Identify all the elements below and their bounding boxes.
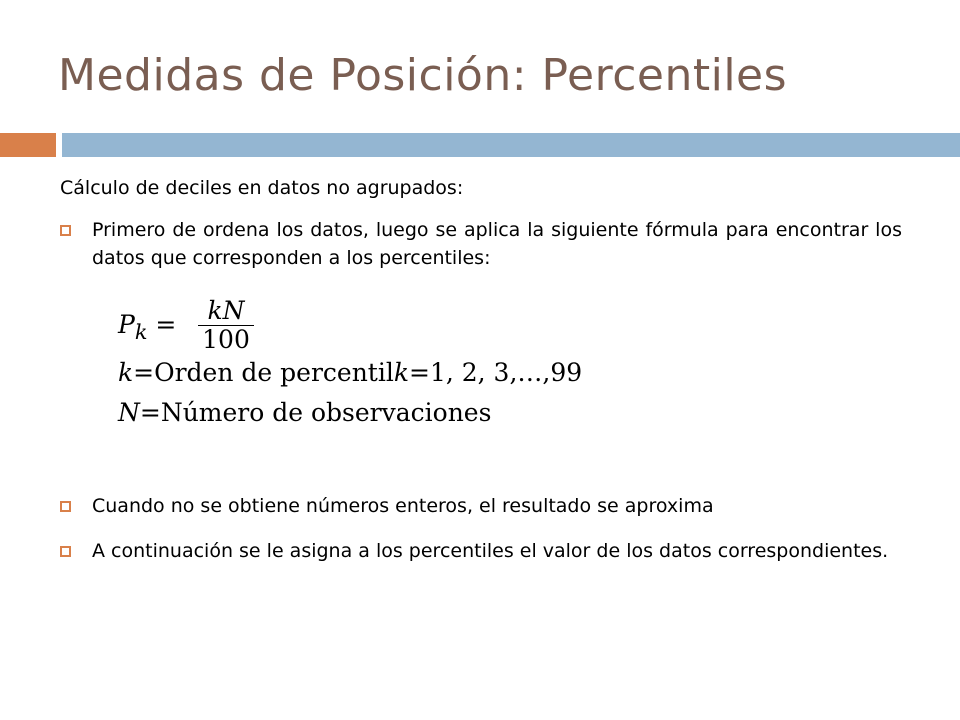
formula-n-definition: N=Número de observaciones	[118, 398, 492, 427]
square-bullet-icon	[60, 501, 71, 512]
bullet-item-sort-data	[60, 216, 902, 272]
bullet-item-assign-values	[60, 537, 902, 565]
title-rule-accent-orange	[0, 133, 56, 157]
formula-k-definition: k=Orden de percentilk=1, 2, 3,…,99	[118, 358, 583, 387]
formula-denominator: 100	[202, 325, 250, 354]
bullet-text: Primero de ordena los datos, luego se aplica la siguiente fórmula para encontrar los datos que corresponden a los percentiles:	[92, 219, 902, 269]
formula-lhs: $P_k$ =	[118, 310, 177, 344]
square-bullet-icon	[60, 225, 71, 236]
square-bullet-icon	[60, 546, 71, 557]
formula-numerator: kN	[207, 296, 245, 325]
title-rule-accent-blue	[62, 133, 960, 157]
bullet-text: A continuación se le asigna a los percentiles el valor de los datos correspondientes.	[92, 540, 889, 562]
slide-title: Medidas de Posición: Percentiles	[58, 50, 788, 101]
intro-text: Cálculo de deciles en datos no agrupados:	[60, 177, 464, 199]
bullet-text: Cuando no se obtiene números enteros, el resultado se aproxima	[92, 495, 714, 517]
formula-fraction	[198, 298, 254, 353]
bullet-item-approximate	[60, 492, 902, 520]
